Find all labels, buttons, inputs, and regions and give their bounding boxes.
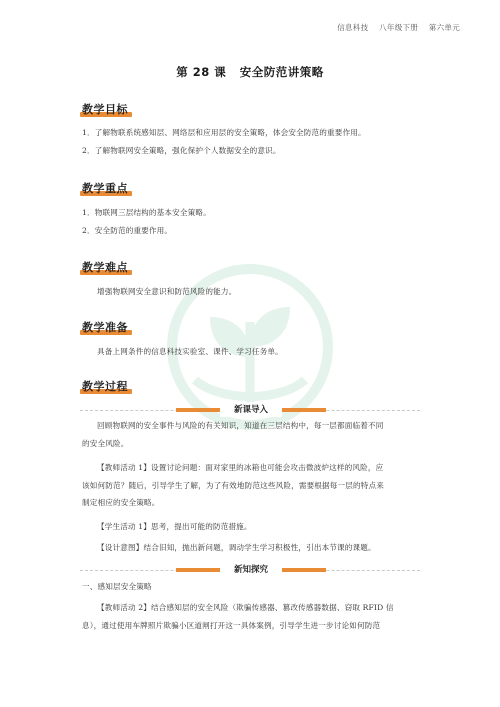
teacher-activity-1: 【教师活动 1】设置讨论问题：面对家里的冰箱也可能会攻击微波炉这样的风险，应 该如何防范？随后，引导学生了解，为了有效地防范这些风险，需要根据每一层的特点来 制定相应的安全策略。 bbox=[82, 463, 385, 507]
subsection-divider-explore bbox=[80, 563, 420, 577]
goal-item: 1．了解物联系统感知层、网络层和应用层的安全策略，体会安全防范的重要作用。 bbox=[82, 128, 366, 137]
header-subject: 信息科技 bbox=[337, 23, 369, 32]
keypoint-item: 1．物联网三层结构的基本安全策略。 bbox=[82, 208, 211, 217]
subsection-divider-intro bbox=[80, 403, 420, 417]
subsection-label: 新知探究 bbox=[220, 563, 282, 577]
keypoints-list bbox=[82, 204, 422, 239]
section-heading-goals bbox=[82, 101, 128, 115]
goals-list bbox=[82, 124, 422, 159]
student-activity-1: 【学生活动 1】思考，提出可能的防范措施。 bbox=[97, 522, 252, 531]
divider-accent-left bbox=[176, 568, 220, 572]
divider-accent-right bbox=[282, 408, 326, 412]
preparation-text: 具备上网条件的信息科技实验室、课件、学习任务单。 bbox=[97, 347, 283, 356]
keypoint-item: 2．安全防范的重要作用。 bbox=[82, 225, 173, 235]
lesson-title bbox=[0, 64, 500, 80]
header-grade: 八年级下册 bbox=[379, 23, 419, 32]
header-unit: 第六单元 bbox=[428, 23, 460, 32]
subsection-perception-heading: 一、感知层安全策略 bbox=[82, 582, 152, 591]
design-intent: 【设计意图】结合旧知，抛出新问题，调动学生学习积极性，引出本节课的课题。 bbox=[97, 543, 376, 552]
lesson-number: 第 28 课 bbox=[176, 65, 227, 79]
teacher-activity-2: 【教师活动 2】结合感知层的安全风险（欺骗传感器、篡改传感器数据、窃取 RFID 信 息），通过使用车牌照片欺骗小区道闸打开这一具体案例，引导学生进一步讨论如何防范 bbox=[82, 603, 394, 630]
lesson-name: 安全防范讲策略 bbox=[239, 65, 324, 79]
intro-paragraph: 回顾物联网的安全事件与风险的有关知识，知道在三层结构中，每一层都面临着不同 的安全风险。 bbox=[82, 421, 384, 448]
section-heading-keypoints bbox=[82, 180, 128, 194]
difficulty-text: 增强物联网安全意识和防范风险的能力。 bbox=[97, 287, 237, 296]
running-header bbox=[329, 22, 460, 33]
heading-text: 教学难点 bbox=[82, 261, 128, 274]
heading-text: 教学重点 bbox=[82, 182, 128, 195]
section-heading-preparation bbox=[82, 319, 128, 333]
section-heading-process bbox=[82, 378, 128, 392]
heading-text: 教学过程 bbox=[82, 380, 128, 393]
divider-accent-left bbox=[176, 408, 220, 412]
heading-text: 教学目标 bbox=[82, 103, 128, 116]
heading-text: 教学准备 bbox=[82, 321, 128, 334]
subsection-label: 新课导入 bbox=[220, 403, 282, 417]
section-heading-difficulty bbox=[82, 259, 128, 273]
goal-item: 2．了解物联网安全策略，强化保护个人数据安全的意识。 bbox=[82, 145, 281, 155]
divider-accent-right bbox=[282, 568, 326, 572]
